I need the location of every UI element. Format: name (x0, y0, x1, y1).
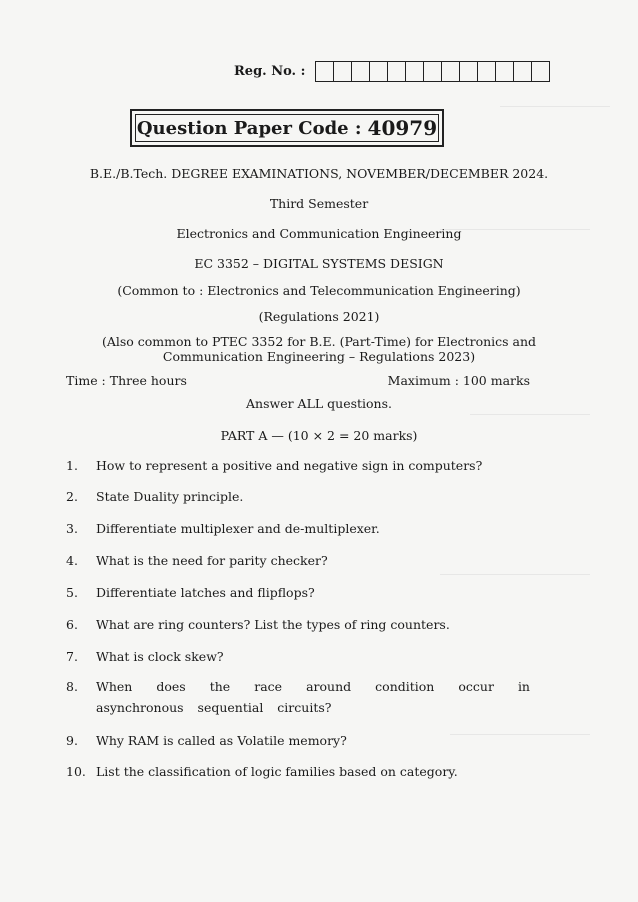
question-number: 4. (66, 553, 78, 568)
also-common-line-1: (Also common to PTEC 3352 for B.E. (Part-Time) for Electronics and (101, 334, 537, 349)
question-number: 8. (66, 679, 78, 694)
question-number: 9. (66, 733, 78, 748)
register-number-box (496, 62, 514, 81)
question-text: What is clock skew? (96, 649, 224, 664)
register-number-box (514, 62, 532, 81)
register-number-box (478, 62, 496, 81)
register-number-box (370, 62, 388, 81)
time-marks-row (66, 373, 530, 388)
also-common-line-2: Communication Engineering – Regulations 2023) (162, 349, 476, 364)
question-text: State Duality principle. (96, 489, 244, 504)
question-number: 2. (66, 489, 78, 504)
question-item (66, 614, 530, 635)
question-text: Differentiate latches and flipflops? (96, 585, 315, 600)
time-allowed: Time : Three hours (66, 373, 187, 388)
register-number-box (352, 62, 370, 81)
question-number: 3. (66, 521, 78, 536)
question-text: What is the need for parity checker? (96, 553, 328, 568)
question-text: When does the race around condition occur in asynchronous sequential circuits? (96, 679, 530, 715)
register-number-box (532, 62, 549, 81)
question-text: Why RAM is called as Volatile memory? (96, 733, 347, 748)
question-number: 10. (66, 764, 86, 779)
register-number-field (234, 61, 550, 82)
branch: Electronics and Communication Engineering (176, 226, 462, 241)
register-number-label: Reg. No. : (234, 64, 306, 79)
question-text: Differentiate multiplexer and de-multiplexer. (96, 521, 380, 536)
register-number-box (442, 62, 460, 81)
question-number: 6. (66, 617, 78, 632)
common-to: (Common to : Electronics and Telecommunication Engineering) (117, 283, 521, 298)
question-item (66, 761, 530, 782)
course-title: EC 3352 – DIGITAL SYSTEMS DESIGN (194, 256, 444, 271)
register-number-box (460, 62, 478, 81)
question-text: List the classification of logic families based on category. (96, 764, 458, 779)
question-paper-code-label: Question Paper Code : (136, 117, 362, 139)
question-text: How to represent a positive and negative sign in computers? (96, 458, 483, 473)
question-number: 1. (66, 458, 78, 473)
bleed-through-texture (500, 92, 610, 107)
question-item (66, 730, 530, 751)
question-number: 5. (66, 585, 78, 600)
question-item (66, 582, 530, 603)
question-item (66, 486, 530, 507)
question-item (66, 518, 530, 539)
question-item (66, 455, 530, 476)
question-paper-code-box (130, 109, 444, 147)
question-item (66, 646, 530, 667)
register-number-box (334, 62, 352, 81)
question-item (66, 550, 530, 571)
question-text: What are ring counters? List the types of ring counters. (96, 617, 450, 632)
question-paper-code-number: 40979 (367, 116, 438, 140)
semester: Third Semester (269, 196, 369, 211)
question-item (66, 676, 530, 718)
question-number: 7. (66, 649, 78, 664)
register-number-box (316, 62, 334, 81)
register-number-box (388, 62, 406, 81)
maximum-marks: Maximum : 100 marks (387, 373, 530, 388)
part-heading: PART A — (10 × 2 = 20 marks) (220, 428, 418, 443)
register-number-box (406, 62, 424, 81)
regulations: (Regulations 2021) (258, 309, 380, 324)
register-number-boxes (315, 61, 550, 82)
exam-title: B.E./B.Tech. DEGREE EXAMINATIONS, NOVEMBER/DECEMBER 2024. (89, 166, 549, 181)
instruction: Answer ALL questions. (246, 396, 392, 411)
register-number-box (424, 62, 442, 81)
